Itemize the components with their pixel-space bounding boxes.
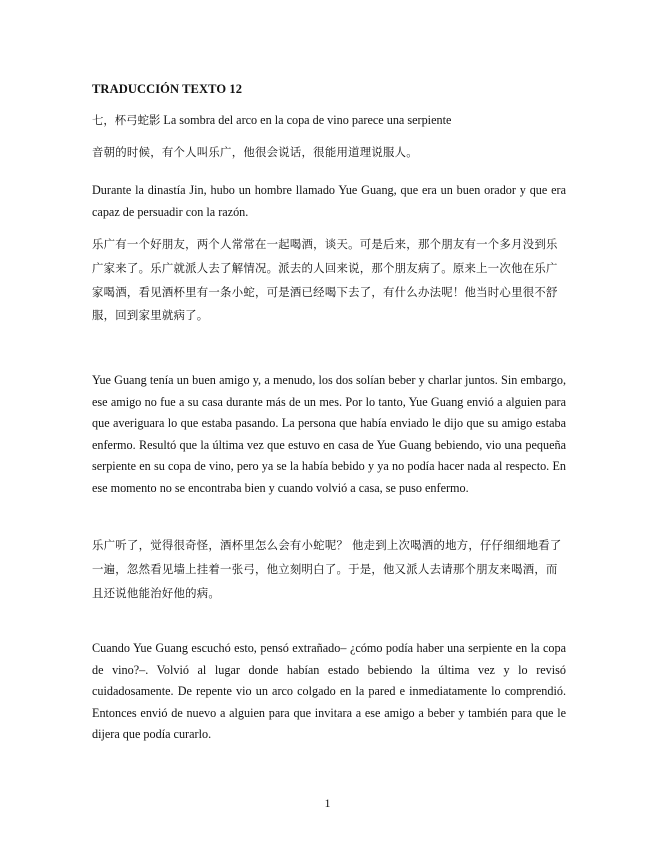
paragraph-1-chinese: 音朝的时候，有个人叫乐广，他很会说话，很能用道理说服人。: [92, 145, 418, 159]
paragraph-3-spanish: Cuando Yue Guang escuchó esto, pensó extrañado– ¿cómo podía haber una serpiente en la copa de vino?–. Volvió al lugar donde habían estado bebiendo la última vez y lo revisó cuidadosamente. De repente vio un arco colgado en la pared e inmediatamente lo comprendió. Entonces envió de nuevo a alguien para que invitara a ese amigo a beber y también para que le dijera que podía curarlo.: [92, 641, 566, 742]
paragraph-2-chinese: 乐广有一个好朋友，两个人常常在一起喝酒，谈天。可是后来，那个朋友有一个多月没到乐广家来了。乐广就派人去了解情况。派去的人回来说，那个朋友病了。原来上一次他在乐广家喝酒，看见酒杯里有一条小蛇，可是酒已经喝下去了，有什么办法呢！他当时心里很不舒服，回到家里就病了。: [92, 237, 558, 323]
page-number: 1: [324, 796, 331, 810]
story-heading-chinese: 七，杯弓蛇影: [92, 113, 161, 127]
paragraph-2-spanish: Yue Guang tenía un buen amigo y, a menudo, los dos solían beber y charlar juntos. Sin embargo, ese amigo no fue a su casa durante más de un mes. Por lo tanto, Yue Guang envió a alguien para que averiguara lo que estaba pasando. La persona que había enviado le dijo que su amigo estaba enfermo. Resultó que la última vez que estuvo en casa de Yue Guang bebiendo, vio una pequeña serpiente en su copa de vino, pero ya se la había bebido y ya no podía hacer nada al respecto. En ese momento no se encontraba bien y cuando volvió a casa, se puso enfermo.: [92, 373, 566, 495]
paragraph-3-chinese: 乐广听了，觉得很奇怪，酒杯里怎么会有小蛇呢？ 他走到上次喝酒的地方，仔仔细细地看了一遍，忽然看见墙上挂着一张弓，他立刻明白了。于是，他又派人去请那个朋友来喝酒，而且还说他能治好他的病。: [92, 538, 562, 600]
document-title: TRADUCCIÓN TEXTO 12: [92, 82, 243, 96]
paragraph-1-spanish: Durante la dinastía Jin, hubo un hombre llamado Yue Guang, que era un buen orador y que era capaz de persuadir con la razón.: [92, 183, 566, 219]
story-heading-spanish: La sombra del arco en la copa de vino parece una serpiente: [163, 113, 452, 127]
story-heading: [92, 111, 566, 129]
